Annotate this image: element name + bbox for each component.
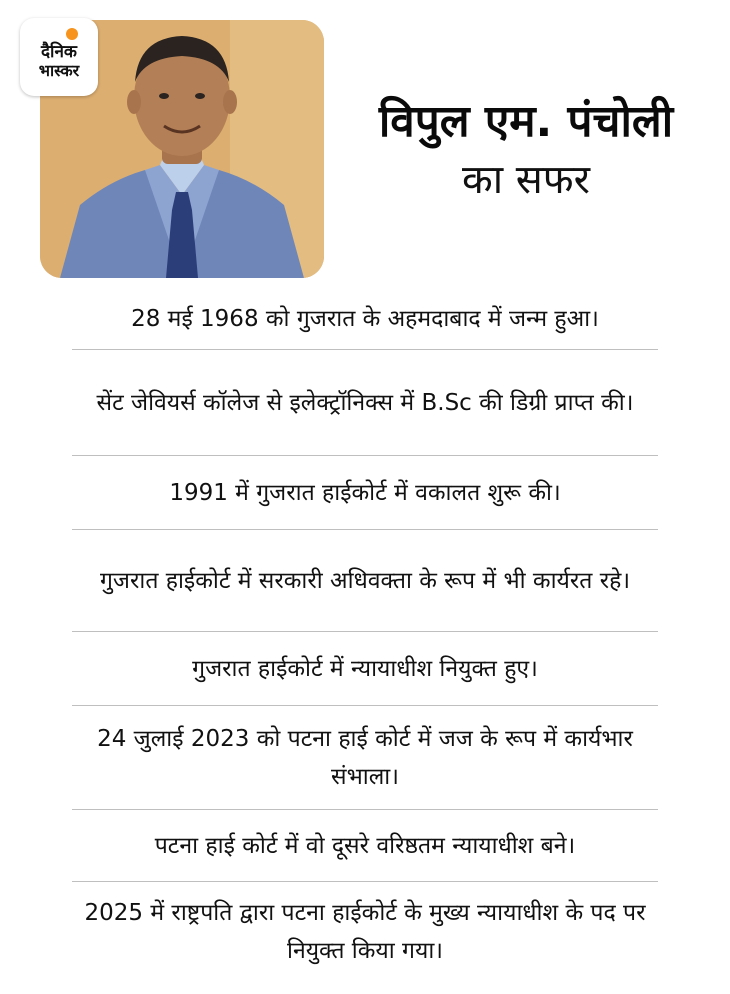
dainik-bhaskar-logo — [20, 18, 98, 96]
timeline-text: सेंट जेवियर्स कॉलेज से इलेक्ट्रॉनिक्स में B.Sc की डिग्री प्राप्त की। — [96, 389, 634, 416]
timeline-item — [72, 350, 658, 456]
sun-icon — [66, 28, 78, 40]
timeline-text: पटना हाई कोर्ट में वो दूसरे वरिष्ठतम न्यायाधीश बने। — [154, 832, 576, 859]
timeline-item — [72, 706, 658, 810]
timeline-item — [72, 530, 658, 632]
timeline-item — [72, 632, 658, 706]
page-title: विपुल एम. पंचोली — [378, 96, 674, 147]
timeline-text: 28 मई 1968 को गुजरात के अहमदाबाद में जन्म हुआ। — [131, 305, 599, 332]
timeline-item — [72, 810, 658, 882]
timeline-text: गुजरात हाईकोर्ट में सरकारी अधिवक्ता के रूप में भी कार्यरत रहे। — [99, 567, 631, 594]
header — [0, 0, 730, 290]
timeline-item — [72, 882, 658, 982]
page-subtitle: का सफर — [461, 157, 591, 203]
timeline-item — [72, 456, 658, 530]
title-block — [334, 92, 718, 206]
logo-line-2: भास्कर — [38, 60, 80, 80]
timeline-text: 1991 में गुजरात हाईकोर्ट में वकालत शुरू की। — [169, 479, 561, 506]
timeline-text: 2025 में राष्ट्रपति द्वारा पटना हाईकोर्ट के मुख्य न्यायाधीश के पद पर नियुक्त किया गया। — [84, 900, 646, 964]
timeline-list — [72, 288, 658, 982]
logo-line-1: दैनिक — [41, 41, 77, 62]
timeline-text: गुजरात हाईकोर्ट में न्यायाधीश नियुक्त हुए। — [192, 655, 538, 682]
timeline-item — [72, 288, 658, 350]
timeline-text: 24 जुलाई 2023 को पटना हाई कोर्ट में जज के रूप में कार्यभार संभाला। — [97, 725, 633, 790]
